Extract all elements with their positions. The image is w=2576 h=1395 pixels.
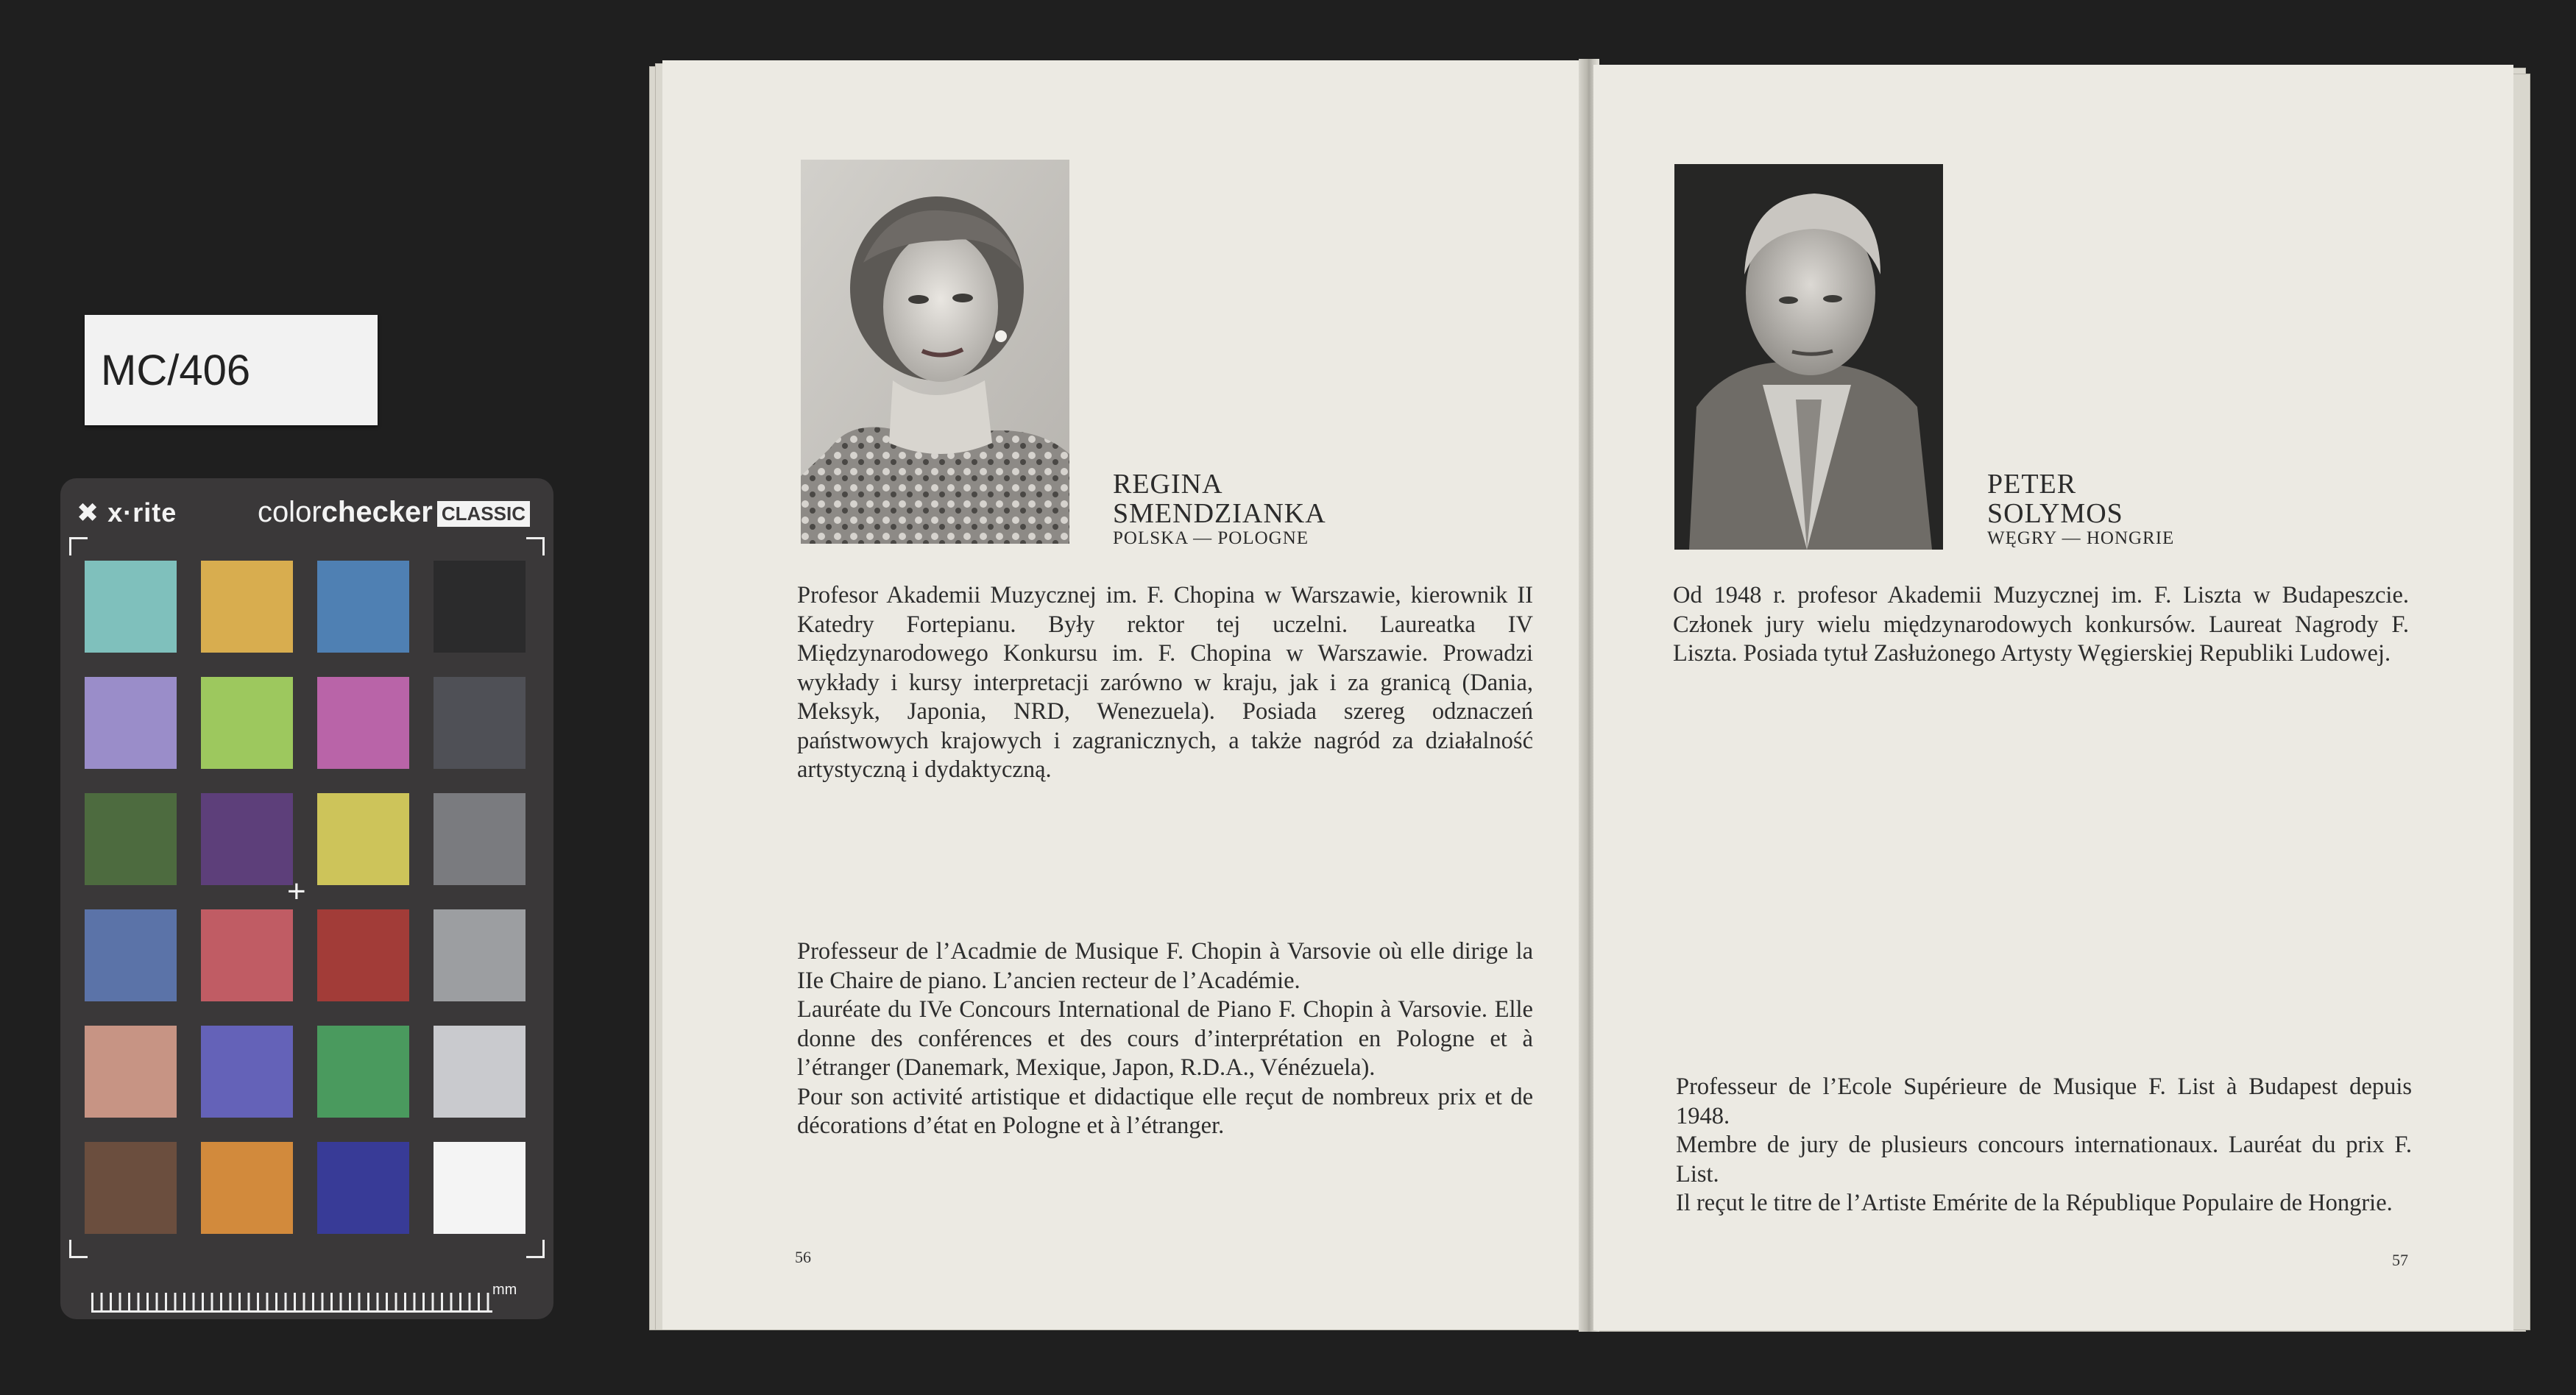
corner-mark xyxy=(526,1240,545,1258)
color-swatch xyxy=(434,909,526,1001)
color-swatch xyxy=(85,909,177,1001)
bio-polish: Profesor Akademii Muzycznej im. F. Chopina w Warszawie, kierownik II Katedry Fortepianu. Były rektor tej uczelni. Laureatka IV Międzynarodowego Konkursu im. F. Chopina w Warszawie. Prowadzi wykłady i kursy interpretacji zarówno w kraju, jak i za granicą (Dania, Meksyk, Japonia, NRD, Wenezuela). Posiada szereg odznaczeń państwowych krajowych i zagranicznych, a także nagród za działalność artystyczną i dydaktyczną. xyxy=(797,582,1533,783)
color-swatch xyxy=(201,1142,293,1234)
color-swatch xyxy=(317,1026,409,1118)
corner-mark xyxy=(526,537,545,555)
color-swatch xyxy=(85,561,177,653)
bio-french-paragraph: Il reçut le titre de l’Artiste Emérite de la République Populaire de Hongrie. xyxy=(1676,1190,2393,1216)
person-first-name: PETER xyxy=(1987,469,2077,500)
bio-french-paragraph: Pour son activité artistique et didactique elle reçut de nombreux prix et de décorations d’état en Pologne et à l’étranger. xyxy=(797,1083,1533,1139)
bio-french xyxy=(1676,1073,2412,1218)
color-swatch xyxy=(85,1026,177,1118)
person-country: POLSKA — POLOGNE xyxy=(1113,528,1309,548)
portrait-regina-smendzianka xyxy=(801,160,1069,544)
archive-label: MC/406 xyxy=(85,315,378,425)
product-bold: checker xyxy=(321,496,433,528)
color-swatch xyxy=(317,561,409,653)
left-page xyxy=(662,60,1586,1330)
corner-mark xyxy=(69,1240,88,1258)
product-prefix: color xyxy=(257,496,322,528)
color-swatch xyxy=(434,793,526,885)
page-number: 57 xyxy=(2392,1251,2408,1269)
mm-ruler xyxy=(91,1284,492,1313)
bio-french xyxy=(797,937,1533,1141)
right-page xyxy=(1593,65,2513,1330)
color-swatch xyxy=(201,677,293,769)
brand-text: x·rite xyxy=(107,497,177,528)
crosshair-icon: + xyxy=(287,873,306,909)
portrait-peter-solymos xyxy=(1674,164,1943,550)
color-swatch xyxy=(201,793,293,885)
bio-polish: Od 1948 r. profesor Akademii Muzycznej im. F. Liszta w Budapeszcie. Członek jury wielu międzynarodowych konkursów. Laureat Nagrody F. Liszta. Posiada tytuł Zasłużonego Artysty Węgierskiej Republiki Ludowej. xyxy=(1673,582,2409,667)
color-swatch xyxy=(201,1026,293,1118)
bio-french-paragraph: Lauréate du IVe Concours International de Piano F. Chopin à Varsovie. Elle donne des conférences et des cours d’interprétation en Pologne et à l’étranger (Danemark, Mexique, Japon, R.D.A., Vénézuela). xyxy=(797,996,1533,1081)
color-swatch xyxy=(317,793,409,885)
name-block xyxy=(1113,469,1326,549)
color-swatch xyxy=(434,677,526,769)
page-number: 56 xyxy=(795,1248,811,1266)
color-swatch xyxy=(317,909,409,1001)
person-first-name: REGINA xyxy=(1113,469,1223,500)
name-block xyxy=(1987,469,2174,549)
color-swatch xyxy=(201,909,293,1001)
color-swatch xyxy=(434,561,526,653)
color-swatch xyxy=(434,1142,526,1234)
color-swatch xyxy=(85,793,177,885)
color-swatch xyxy=(434,1026,526,1118)
color-swatch xyxy=(85,677,177,769)
bio-french-paragraph: Professeur de l’Ecole Supérieure de Musique F. List à Budapest depuis 1948. xyxy=(1676,1073,2412,1129)
person-country: WĘGRY — HONGRIE xyxy=(1987,528,2175,548)
product-name xyxy=(258,496,530,529)
person-last-name: SOLYMOS xyxy=(1987,498,2123,529)
color-checker-card xyxy=(60,478,553,1319)
color-swatch xyxy=(317,1142,409,1234)
xrite-logo xyxy=(77,497,177,528)
bio-french-paragraph: Professeur de l’Acadmie de Musique F. Chopin à Varsovie où elle dirige la IIe Chaire de piano. L’ancien recteur de l’Académie. xyxy=(797,938,1533,994)
color-swatch xyxy=(85,1142,177,1234)
classic-badge: CLASSIC xyxy=(437,501,530,527)
corner-mark xyxy=(69,537,88,555)
person-last-name: SMENDZIANKA xyxy=(1113,498,1326,529)
ruler-unit: mm xyxy=(492,1282,517,1298)
color-swatch xyxy=(201,561,293,653)
bio-french-paragraph: Membre de jury de plusieurs concours internationaux. Lauréat du prix F. List. xyxy=(1676,1132,2412,1188)
xrite-x-icon: ✖ xyxy=(77,497,100,528)
color-swatch xyxy=(317,677,409,769)
